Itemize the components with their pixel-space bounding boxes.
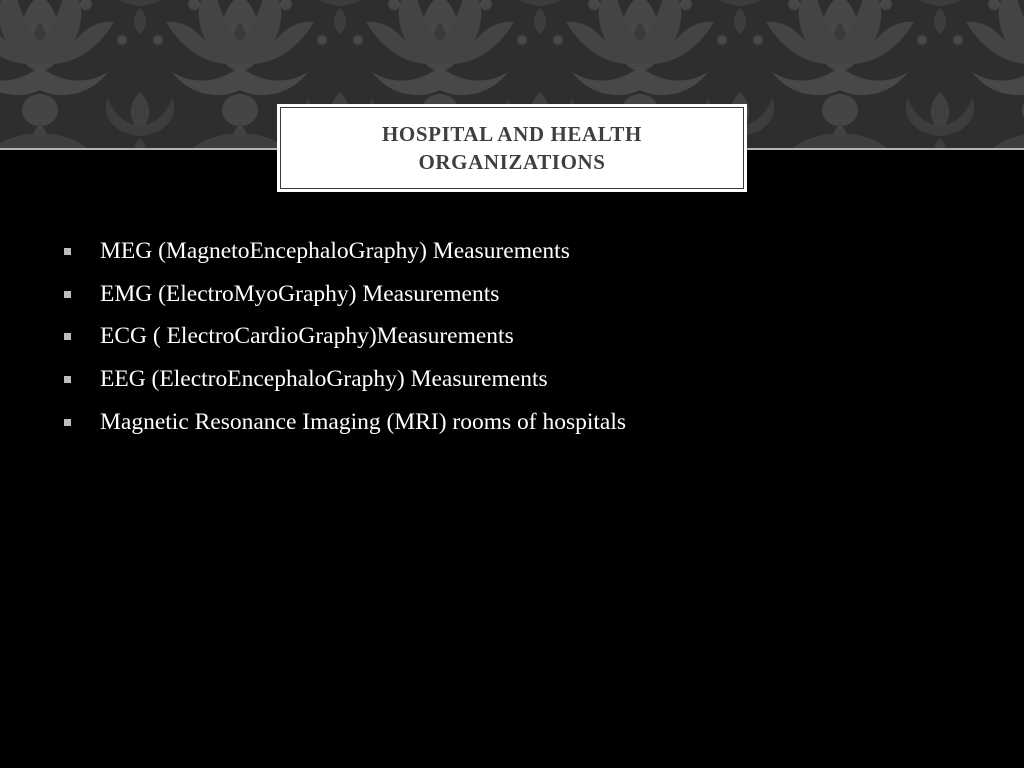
bullet-text: Magnetic Resonance Imaging (MRI) rooms of hospitals [100, 408, 627, 435]
slide-title: HOSPITAL AND HEALTH ORGANIZATIONS [382, 122, 642, 174]
title-inner-border [280, 107, 744, 189]
list-item [60, 358, 960, 401]
bullet-list [60, 230, 960, 443]
square-bullet-icon [64, 248, 71, 255]
title-frame [277, 104, 747, 192]
bullet-text: EMG (ElectroMyoGraphy) Measurements [100, 280, 500, 307]
bullet-text: ECG ( ElectroCardioGraphy)Measurements [100, 323, 514, 350]
square-bullet-icon [64, 376, 71, 383]
list-item [60, 401, 960, 444]
list-item [60, 273, 960, 316]
bullet-text: MEG (MagnetoEncephaloGraphy) Measurements [100, 237, 570, 264]
bullet-text: EEG (ElectroEncephaloGraphy) Measurements [100, 365, 548, 392]
square-bullet-icon [64, 419, 71, 426]
square-bullet-icon [64, 291, 71, 298]
square-bullet-icon [64, 333, 71, 340]
list-item [60, 315, 960, 358]
list-item [60, 230, 960, 273]
